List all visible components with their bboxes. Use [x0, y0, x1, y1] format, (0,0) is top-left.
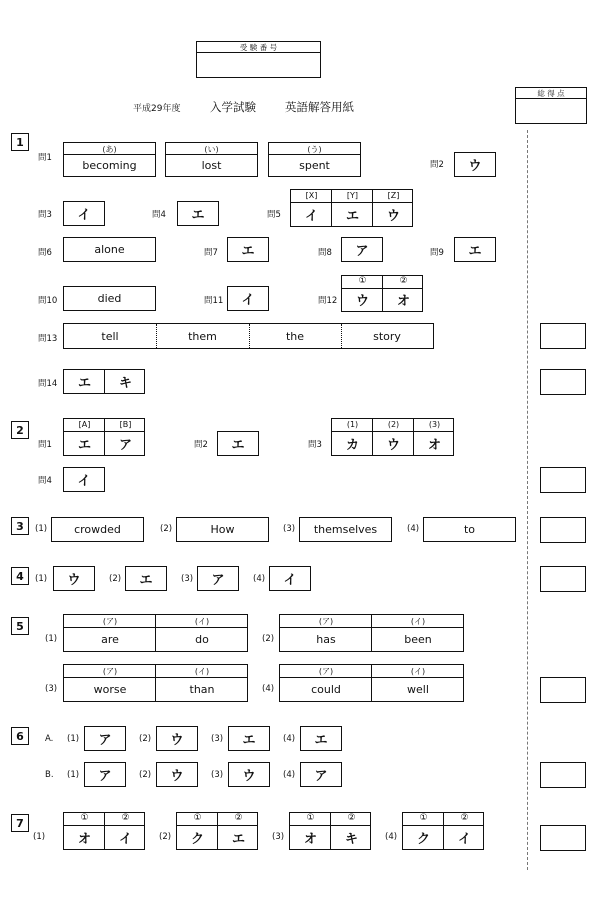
s5-q1-sub-i: (イ) — [194, 617, 210, 626]
s1-score-box-2[interactable] — [540, 369, 586, 395]
s7-q1-sub-1: ① — [80, 813, 89, 823]
s6-a-label-1: (1) — [67, 734, 80, 744]
s3-label-3: (3) — [283, 524, 296, 534]
s5-q1-answer-a: are — [101, 632, 119, 646]
s4-label-4: (4) — [253, 574, 266, 584]
s1-q7-answer[interactable]: エ — [227, 237, 269, 262]
section-2-number: 2 — [11, 421, 29, 439]
s4-label-2: (2) — [109, 574, 122, 584]
s1-q1-a-answer: becoming — [82, 158, 137, 172]
s1-q11-answer[interactable]: イ — [227, 286, 269, 311]
s1-q5-answer-y: エ — [345, 208, 359, 224]
s5-q4-sub-i: (イ) — [410, 667, 426, 676]
s2-q3-sub-1: (1) — [346, 420, 359, 429]
s2-q3-label: 問3 — [308, 440, 322, 450]
s6-a-label-3: (3) — [211, 734, 224, 744]
s1-q1-label: 問1 — [38, 153, 52, 163]
s5-q2-box[interactable] — [279, 614, 464, 652]
s7-q2-sub-2: ② — [234, 813, 243, 823]
s1-q14-box[interactable] — [63, 369, 145, 394]
s1-q2-label: 問2 — [430, 160, 444, 170]
s1-q7-label: 問7 — [204, 248, 218, 258]
section-1-number: 1 — [11, 133, 29, 151]
s2-q4-answer[interactable]: イ — [63, 467, 105, 492]
s2-q3-sub-2: (2) — [387, 420, 400, 429]
s5-q4-box[interactable] — [279, 664, 464, 702]
exam-name: 入学試験 — [210, 100, 256, 114]
s7-label-4: (4) — [385, 832, 398, 842]
s5-q1-answer-i: do — [195, 632, 209, 646]
s3-label-2: (2) — [160, 524, 173, 534]
s7-q3-sub-1: ① — [306, 813, 315, 823]
s1-q14-answer-2: キ — [118, 376, 132, 391]
s1-q1-u-box[interactable] — [268, 142, 361, 177]
s2-q3-answer-2: ウ — [386, 437, 400, 453]
sheet-name: 英語解答用紙 — [285, 100, 354, 114]
s7-q4-answer-2: イ — [457, 831, 471, 847]
s5-score-box[interactable] — [540, 677, 586, 703]
s5-q4-answer-a: could — [311, 682, 341, 696]
s5-label-1: (1) — [45, 634, 58, 644]
s1-q12-sub-2: ② — [399, 276, 408, 286]
s3-answer-4[interactable]: to — [423, 517, 516, 542]
s6-score-box[interactable] — [540, 762, 586, 788]
s5-q2-answer-a: has — [316, 632, 336, 646]
s2-q1-label: 問1 — [38, 440, 52, 450]
s1-score-box-1[interactable] — [540, 323, 586, 349]
s1-q6-label: 問6 — [38, 248, 52, 258]
s5-q3-answer-a: worse — [93, 682, 127, 696]
section-6-number: 6 — [11, 727, 29, 745]
s7-label-3: (3) — [272, 832, 285, 842]
s7-q2-box[interactable] — [176, 812, 258, 850]
s7-q4-box[interactable] — [402, 812, 484, 850]
exam-number-label: 受 験 番 号 — [239, 43, 278, 52]
section-3-number: 3 — [11, 517, 29, 535]
s1-q13-word-4: story — [373, 329, 401, 343]
s6-b-answer-1[interactable]: ア — [84, 762, 126, 787]
s1-q13-word-1: tell — [101, 329, 119, 343]
s6-a-answer-2[interactable]: ウ — [156, 726, 198, 751]
s1-q4-answer[interactable]: エ — [177, 201, 219, 226]
s2-q4-label: 問4 — [38, 476, 52, 486]
s1-q8-answer[interactable]: ア — [341, 237, 383, 262]
s1-q1-a-sub: (あ) — [102, 145, 117, 154]
s6-a-answer-1[interactable]: ア — [84, 726, 126, 751]
s7-q3-answer-1: オ — [303, 831, 317, 847]
s1-q5-answer-x: イ — [304, 208, 318, 224]
total-score-divider — [516, 98, 586, 99]
s1-q1-i-answer: lost — [201, 158, 222, 172]
s6-b-answer-4[interactable]: ア — [300, 762, 342, 787]
s1-q4-label: 問4 — [152, 210, 166, 220]
s5-q2-sub-a: (ア) — [318, 617, 334, 626]
s5-q4-answer-i: well — [407, 682, 429, 696]
exam-year: 平成29年度 — [133, 104, 181, 114]
s1-q12-box[interactable] — [341, 275, 423, 312]
s7-q2-answer-1: ク — [190, 831, 204, 847]
s2-q2-label: 問2 — [194, 440, 208, 450]
s1-q5-label: 問5 — [267, 210, 281, 220]
s1-q13-label: 問13 — [38, 334, 58, 344]
s1-q3-label: 問3 — [38, 210, 52, 220]
s7-label-1: (1) — [33, 832, 46, 842]
s7-q4-sub-1: ① — [419, 813, 428, 823]
s1-q13-word-2: them — [188, 329, 217, 343]
s2-q1-sub-b: [B] — [119, 420, 132, 429]
s1-q3-answer[interactable]: イ — [63, 201, 105, 226]
s4-answer-4[interactable]: イ — [269, 566, 311, 591]
section-5-number: 5 — [11, 617, 29, 635]
s3-answer-2[interactable]: How — [176, 517, 269, 542]
s5-q3-answer-i: than — [189, 682, 215, 696]
s1-q13-box[interactable] — [63, 323, 434, 349]
s2-q3-sub-3: (3) — [428, 420, 441, 429]
s1-q1-u-sub: (う) — [307, 145, 322, 154]
s4-label-1: (1) — [35, 574, 48, 584]
s4-score-box[interactable] — [540, 566, 586, 592]
s2-q1-answer-a: エ — [77, 437, 91, 453]
s6-b-label-1: (1) — [67, 770, 80, 780]
s1-q12-answer-1: ウ — [355, 294, 369, 309]
s1-q6-answer[interactable]: alone — [63, 237, 156, 262]
s7-score-box[interactable] — [540, 825, 586, 851]
s1-q13-word-3: the — [285, 329, 305, 343]
s1-q9-answer[interactable]: エ — [454, 237, 496, 262]
s2-q2-answer[interactable]: エ — [217, 431, 259, 456]
s5-q3-sub-a: (ア) — [102, 667, 118, 676]
s5-q2-answer-i: been — [404, 632, 432, 646]
s7-q2-answer-2: エ — [231, 831, 245, 847]
s1-q10-answer[interactable]: died — [63, 286, 156, 311]
s3-label-1: (1) — [35, 524, 48, 534]
s7-q1-answer-1: オ — [77, 831, 91, 847]
s5-q4-sub-a: (ア) — [318, 667, 334, 676]
s3-answer-1[interactable]: crowded — [51, 517, 144, 542]
s4-answer-3[interactable]: ア — [197, 566, 239, 591]
s6-b-label-2: (2) — [139, 770, 152, 780]
s6-a-label-4: (4) — [283, 734, 296, 744]
s5-q1-sub-a: (ア) — [102, 617, 118, 626]
s6-b-answer-3[interactable]: ウ — [228, 762, 270, 787]
s1-q2-answer[interactable]: ウ — [454, 152, 496, 177]
s7-q3-sub-2: ② — [347, 813, 356, 823]
s3-answer-3[interactable]: themselves — [299, 517, 392, 542]
s6-b-label-3: (3) — [211, 770, 224, 780]
s2-q1-answer-b: ア — [118, 437, 132, 453]
score-column-divider — [527, 130, 528, 870]
s5-q3-sub-i: (イ) — [194, 667, 210, 676]
s1-q12-sub-1: ① — [358, 276, 367, 286]
s1-q5-sub-x: [X] — [305, 191, 318, 200]
s7-q3-box[interactable] — [289, 812, 371, 850]
s5-label-2: (2) — [262, 634, 275, 644]
s1-q12-answer-2: オ — [396, 294, 410, 309]
exam-number-divider — [197, 52, 320, 53]
s5-label-4: (4) — [262, 684, 275, 694]
s5-q3-box[interactable] — [63, 664, 248, 702]
s5-q2-sub-i: (イ) — [410, 617, 426, 626]
s1-q5-box[interactable] — [290, 189, 413, 227]
s2-q3-answer-3: オ — [427, 437, 441, 453]
s7-q4-sub-2: ② — [460, 813, 469, 823]
s5-q1-box[interactable] — [63, 614, 248, 652]
s2-q1-sub-a: [A] — [78, 420, 91, 429]
section-4-number: 4 — [11, 567, 29, 585]
total-score-label: 総 得 点 — [537, 89, 565, 98]
s7-q4-answer-1: ク — [416, 831, 430, 847]
s6-a-answer-3[interactable]: エ — [228, 726, 270, 751]
s1-q10-label: 問10 — [38, 296, 58, 306]
s1-q1-a-box[interactable] — [63, 142, 156, 177]
s1-q11-label: 問11 — [204, 296, 224, 306]
s7-q1-box[interactable] — [63, 812, 145, 850]
s6-b-label-4: (4) — [283, 770, 296, 780]
s1-q14-label: 問14 — [38, 379, 58, 389]
s2-q3-box[interactable] — [331, 418, 454, 456]
s4-answer-1[interactable]: ウ — [53, 566, 95, 591]
s1-q1-i-box[interactable] — [165, 142, 258, 177]
s2-q1-box[interactable] — [63, 418, 145, 456]
s1-q5-sub-y: [Y] — [346, 191, 359, 200]
s1-q12-label: 問12 — [318, 296, 338, 306]
section-7-number: 7 — [11, 814, 29, 832]
s7-label-2: (2) — [159, 832, 172, 842]
s3-label-4: (4) — [407, 524, 420, 534]
s4-answer-2[interactable]: エ — [125, 566, 167, 591]
s2-score-box[interactable] — [540, 467, 586, 493]
s7-q1-answer-2: イ — [118, 831, 132, 847]
s1-q14-answer-1: エ — [77, 376, 91, 391]
s1-q5-sub-z: [Z] — [387, 191, 400, 200]
s6-a-label-2: (2) — [139, 734, 152, 744]
s1-q9-label: 問9 — [430, 248, 444, 258]
s5-label-3: (3) — [45, 684, 58, 694]
s7-q1-sub-2: ② — [121, 813, 130, 823]
s1-q5-answer-z: ウ — [386, 208, 400, 224]
s4-label-3: (3) — [181, 574, 194, 584]
s6-row-a-label: A. — [45, 734, 54, 744]
s7-q2-sub-1: ① — [193, 813, 202, 823]
s6-b-answer-2[interactable]: ウ — [156, 762, 198, 787]
total-score-box[interactable] — [515, 87, 587, 124]
s7-q3-answer-2: キ — [344, 831, 358, 847]
s1-q1-u-answer: spent — [299, 158, 330, 172]
s1-q1-i-sub: (い) — [204, 145, 219, 154]
s6-a-answer-4[interactable]: エ — [300, 726, 342, 751]
s1-q8-label: 問8 — [318, 248, 332, 258]
s3-score-box[interactable] — [540, 517, 586, 543]
s6-row-b-label: B. — [45, 770, 54, 780]
exam-number-box[interactable] — [196, 41, 321, 78]
s2-q3-answer-1: カ — [345, 437, 359, 453]
